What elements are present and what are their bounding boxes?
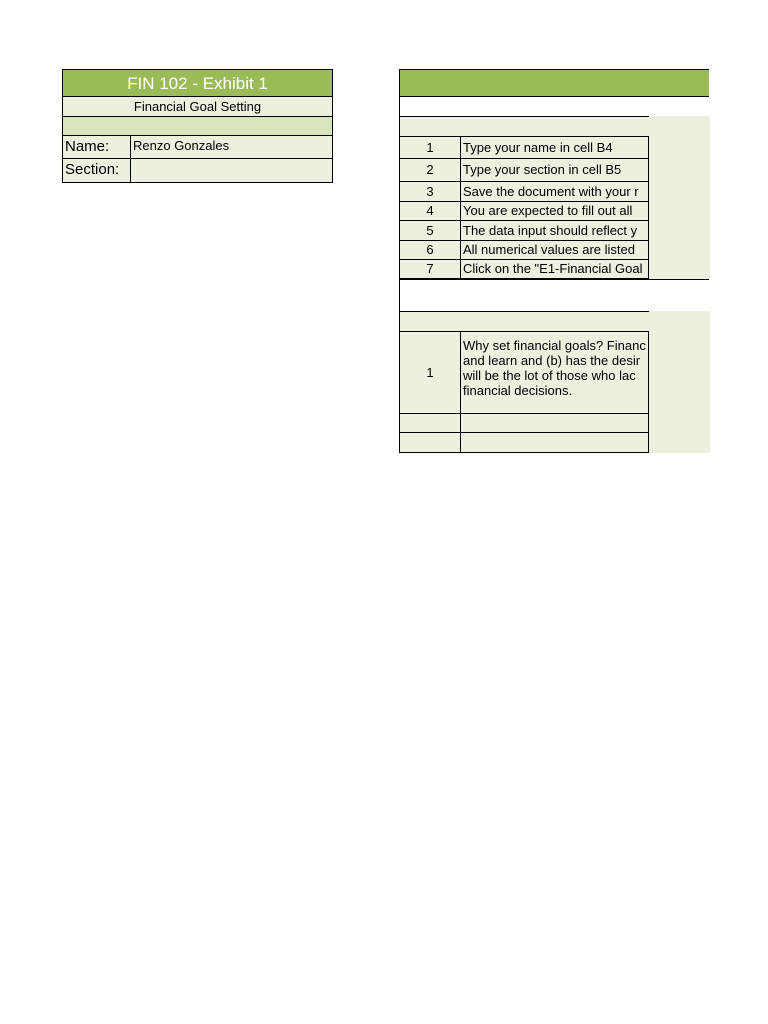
note-text: [461, 433, 649, 452]
note-number: 1: [400, 332, 461, 413]
instruction-text: Type your section in cell B5: [461, 159, 649, 181]
section-cell[interactable]: [131, 159, 332, 182]
instruction-text: You are expected to fill out all: [461, 202, 649, 220]
instruction-text: The data input should reflect y: [461, 221, 649, 240]
note-number: [400, 414, 461, 432]
note-text: [461, 332, 649, 413]
instruction-text: Type your name in cell B4: [461, 137, 649, 158]
name-cell[interactable]: Renzo Gonzales: [133, 138, 230, 153]
instruction-number: 7: [400, 260, 461, 278]
note-number: [400, 433, 461, 452]
section-row: [62, 159, 333, 183]
instructions-header: [399, 69, 709, 97]
instruction-number: 1: [400, 137, 461, 158]
note-line: financial decisions.: [463, 383, 573, 398]
name-label: Name:: [63, 136, 131, 158]
instruction-text: Save the document with your r: [461, 182, 649, 201]
instruction-text: Click on the "E1-Financial Goal: [461, 260, 649, 278]
spacer-row: [399, 279, 709, 311]
blank-row: [62, 117, 333, 136]
instruction-number: 2: [400, 159, 461, 181]
student-info-panel: [62, 69, 333, 183]
instructions-panel: [399, 69, 709, 453]
white-row: [399, 97, 709, 116]
name-row: [62, 136, 333, 159]
instruction-number: 5: [400, 221, 461, 240]
instruction-number: 6: [400, 241, 461, 259]
notes-list: [399, 311, 709, 453]
instruction-text: All numerical values are listed: [461, 241, 649, 259]
instructions-list: [399, 116, 709, 279]
instruction-number: 3: [400, 182, 461, 201]
instruction-number: 4: [400, 202, 461, 220]
note-line: will be the lot of those who lac: [463, 368, 636, 383]
note-text: [461, 414, 649, 432]
exhibit-subtitle: Financial Goal Setting: [62, 97, 333, 117]
section-label: Section:: [63, 159, 131, 182]
note-line: and learn and (b) has the desir: [463, 353, 641, 368]
exhibit-title: FIN 102 - Exhibit 1: [62, 69, 333, 97]
note-line: Why set financial goals? Financ: [463, 338, 646, 353]
